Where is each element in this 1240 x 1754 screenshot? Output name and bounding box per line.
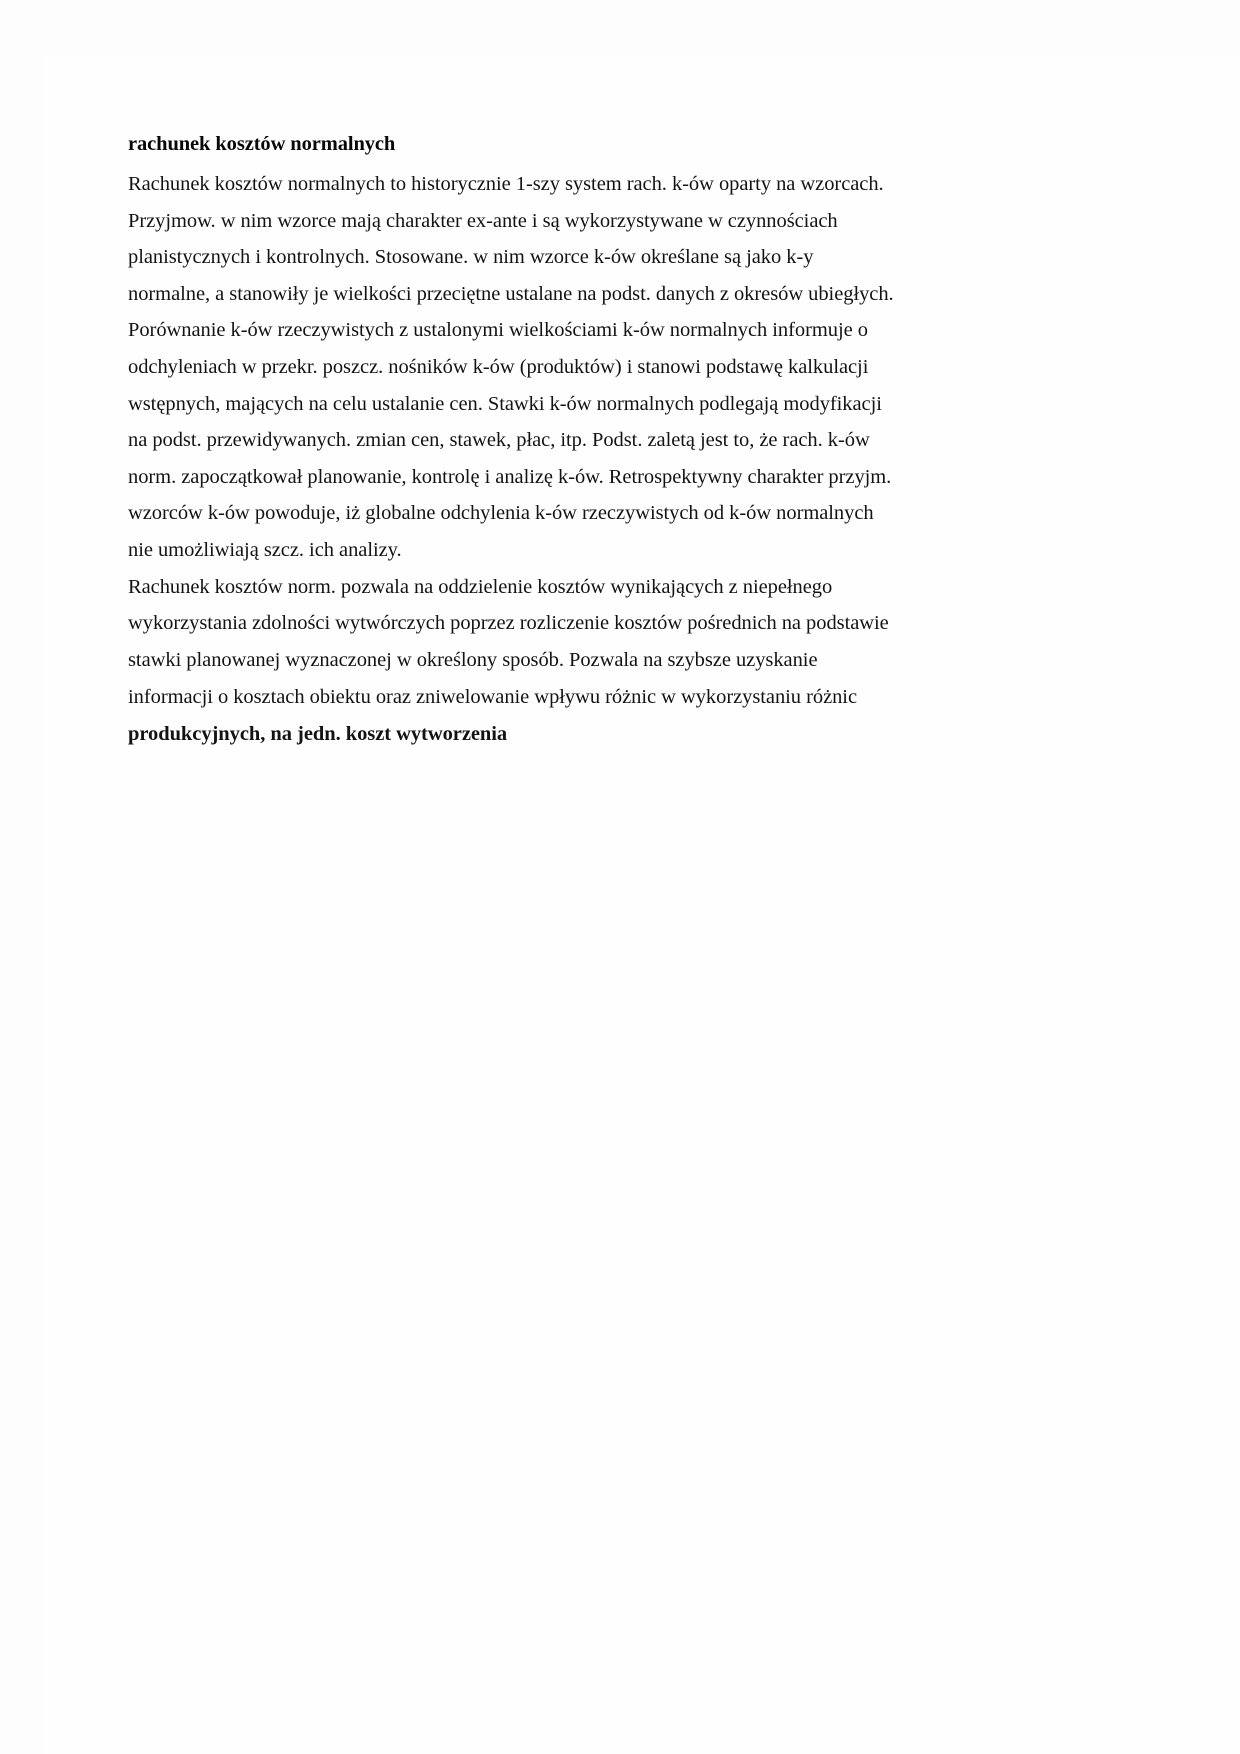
scan-edge-tint-left	[0, 0, 44, 1754]
text-line: informacji o kosztach obiektu oraz zniwelowanie wpływu różnic w wykorzystaniu różnic	[128, 685, 858, 708]
text-line: na podst. przewidywanych. zmian cen, stawek, płac, itp. Podst. zaletą jest to, że rach. k-ów	[128, 429, 870, 452]
text-line: normalne, a stanowiły je wielkości przeciętne ustalane na podst. danych z okresów ubiegłych.	[128, 282, 894, 305]
text-line: produkcyjnych, na jedn. koszt wytworzenia	[128, 722, 508, 745]
paragraph-1	[128, 166, 1024, 569]
text-line: norm. zapoczątkował planowanie, kontrolę i analizę k-ów. Retrospektywny charakter przyjm.	[128, 465, 892, 488]
text-line: nie umożliwiają szcz. ich analizy.	[128, 538, 402, 561]
text-line: planistycznych i kontrolnych. Stosowane. w nim wzorce k-ów określane są jako k-y	[128, 246, 814, 269]
document-text-body	[128, 126, 1024, 753]
text-line: wstępnych, mających na celu ustalanie cen. Stawki k-ów normalnych podlegają modyfikacji	[128, 392, 882, 415]
text-line: Porównanie k-ów rzeczywistych z ustalonymi wielkościami k-ów normalnych informuje o	[128, 319, 868, 342]
paragraph-2	[128, 569, 1024, 753]
text-line: wykorzystania zdolności wytwórczych poprzez rozliczenie kosztów pośrednich na podstawie	[128, 612, 889, 635]
scan-edge-tint-top	[0, 0, 1240, 58]
text-line: Rachunek kosztów normalnych to historycznie 1-szy system rach. k-ów oparty na wzorcach.	[128, 173, 884, 195]
text-line: odchyleniach w przekr. poszcz. nośników k-ów (produktów) i stanowi podstawę kalkulacji	[128, 355, 869, 378]
text-line: Rachunek kosztów norm. pozwala na oddzielenie kosztów wynikających z niepełnego	[128, 575, 833, 598]
text-line: stawki planowanej wyznaczonej w określony sposób. Pozwala na szybsze uzyskanie	[128, 649, 818, 672]
document-title: rachunek kosztów normalnych	[128, 133, 396, 155]
text-line: wzorców k-ów powoduje, iż globalne odchylenia k-ów rzeczywistych od k-ów normalnych	[128, 502, 874, 525]
text-line: Przyjmow. w nim wzorce mają charakter ex-ante i są wykorzystywane w czynnościach	[128, 209, 838, 232]
